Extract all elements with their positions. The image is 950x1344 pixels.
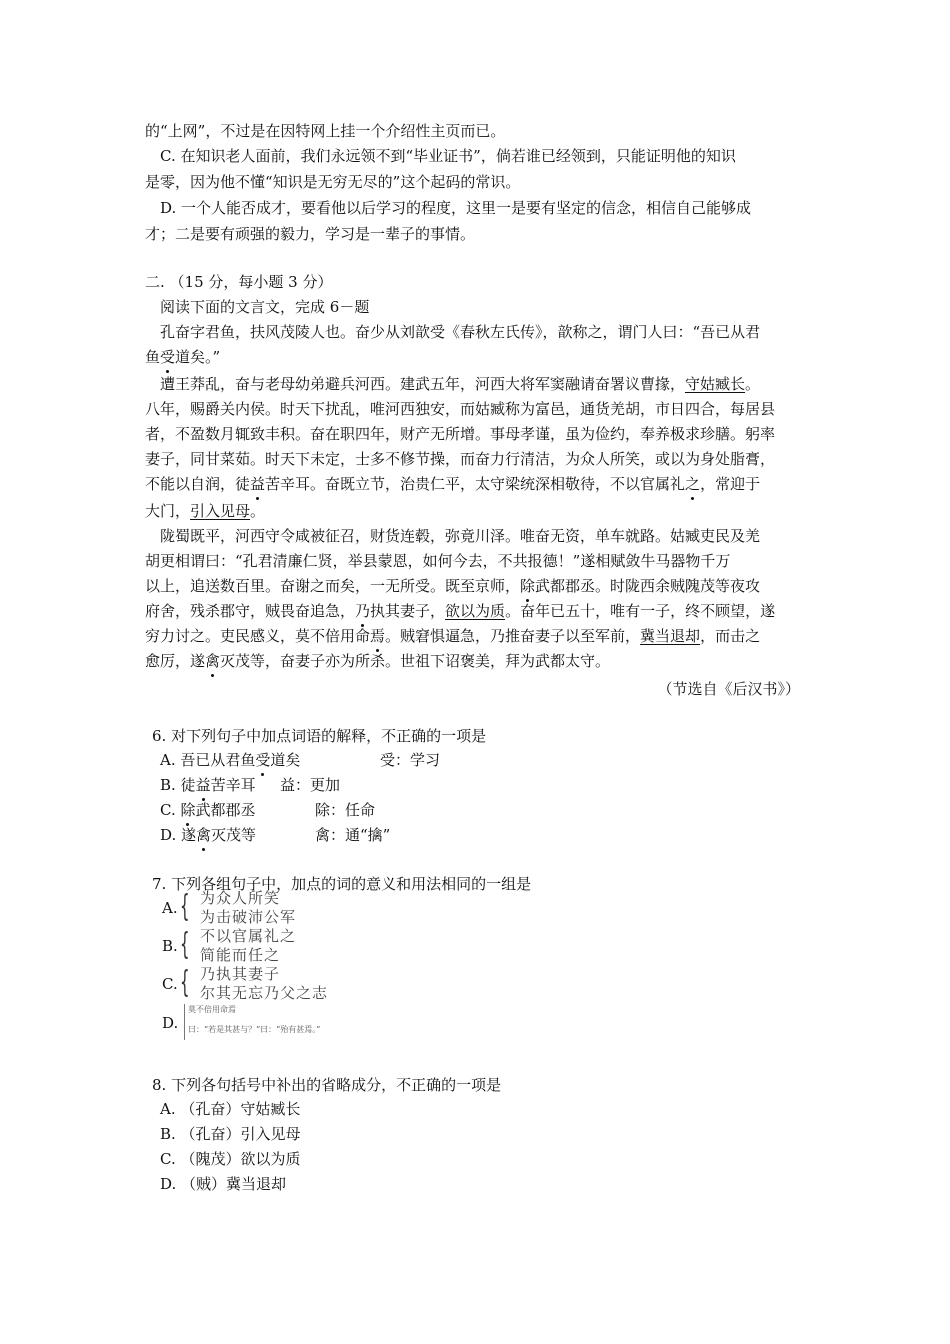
text: D. 遂 bbox=[160, 826, 197, 844]
option-label: C. bbox=[162, 975, 178, 993]
text: 愈厉，遂 bbox=[145, 652, 206, 670]
text: 穷力讨之。吏民感义，莫不倍用命 bbox=[145, 627, 371, 645]
text: 。 bbox=[745, 375, 761, 393]
question-7-title: 7. 下列各组句子中，加点的词的意义和用法相同的一组是 bbox=[152, 875, 532, 893]
dotted-word: 受 bbox=[255, 748, 270, 773]
passage-line: 的“上网”，不过是在因特网上挂一个介绍性主页而已。 bbox=[145, 122, 506, 140]
option-d-line: D. 一个人能否成才，要看他以后学习的程度，这里一是要有坚定的信念，相信自己能够成 bbox=[160, 199, 752, 217]
passage-line bbox=[145, 471, 815, 497]
sentence: 莫不倍用命焉 bbox=[188, 1005, 236, 1014]
brace-icon: { bbox=[180, 965, 190, 1000]
q8-option-d: D. （贼）冀当退却 bbox=[160, 1175, 287, 1193]
passage-line: 八年，赐爵关内侯。时天下扰乱，唯河西独安，而姑臧称为富邑，通货羌胡，市日四合，每居县 bbox=[145, 400, 776, 418]
text: 苦辛耳。奋既立节，治贵仁平，太守梁统深相敬待，不以官属礼 bbox=[265, 475, 686, 493]
text: 不能以自润，徒 bbox=[145, 475, 251, 493]
text: 以上，追送数百里。奋谢之而矣，一无所受。既至京师， bbox=[145, 577, 521, 595]
text: 灭茂等，奋妻子亦为所杀。世祖下诏褒美，拜为武都太守。 bbox=[220, 652, 611, 670]
text: 。贼窘惧逼急，乃推奋妻子以至军前， bbox=[385, 627, 641, 645]
brace-icon: { bbox=[180, 889, 190, 924]
dotted-word: 乃 bbox=[355, 598, 370, 624]
passage-line: 孔奋字君鱼，扶风茂陵人也。奋少从刘歆受《春秋左氏传》，歆称之，谓门人曰：“吾已从君 bbox=[160, 323, 761, 341]
text: 府舍，残杀郡守，贼畏奋追急， bbox=[145, 602, 356, 620]
passage-line bbox=[145, 573, 815, 599]
option-label: D. bbox=[162, 1014, 179, 1032]
passage-line: 胡更相谓曰：“孔君清廉仁贤，举县蒙恩，如何今去，不共报德！”遂相赋敛牛马器物千万 bbox=[145, 552, 731, 570]
passage-line bbox=[145, 623, 815, 649]
option-label: A. bbox=[162, 899, 178, 917]
passage-line bbox=[160, 371, 830, 397]
brace-icon: { bbox=[180, 927, 190, 962]
dotted-word: 之 bbox=[685, 471, 700, 497]
dotted-word: 禽 bbox=[205, 648, 220, 674]
sentence: 为众人所笑 bbox=[200, 889, 281, 907]
bracket-line bbox=[184, 1004, 185, 1040]
underlined-phrase: 引入见母 bbox=[190, 502, 251, 520]
passage-line: 妻子，同甘菜茹。时天下未定，士多不修节操，而奋力行清洁，为众人所笑，或以为身处脂膏， bbox=[145, 450, 776, 468]
passage-line bbox=[145, 598, 815, 624]
q6-option-d bbox=[160, 823, 256, 848]
text: 执其妻子， bbox=[370, 602, 446, 620]
text: ，而击之 bbox=[700, 627, 761, 645]
q8-option-a: A. （孔奋）守姑臧长 bbox=[160, 1100, 301, 1118]
text: B. 徒 bbox=[160, 776, 196, 794]
text: 苦辛耳 bbox=[210, 776, 256, 794]
text: 武都郡丞 bbox=[195, 801, 256, 819]
sentence: 尔其无忘乃父之志 bbox=[200, 984, 329, 1002]
underlined-phrase: 冀当退却 bbox=[640, 627, 701, 645]
sentence: 简能而任之 bbox=[200, 946, 281, 964]
text: A. 吾已从君鱼 bbox=[160, 751, 256, 769]
q8-option-b: B. （孔奋）引入见母 bbox=[160, 1125, 301, 1143]
option-c-line: C. 在知识老人面前，我们永远领不到“毕业证书”，倘若谁已经领到，只能证明他的知识 bbox=[160, 147, 736, 165]
question-8-title: 8. 下列各句括号中补出的省略成分，不正确的一项是 bbox=[152, 1076, 502, 1094]
text: 道矣。” bbox=[175, 348, 221, 366]
source-citation: （节选自《后汉书》） bbox=[657, 680, 800, 698]
text: 。奋年已五十，唯有一子，终不顾望，遂 bbox=[505, 602, 776, 620]
section-heading: 二. （15 分，每小题 3 分） bbox=[145, 273, 333, 291]
dotted-word: 除 bbox=[180, 798, 195, 823]
text: 遭王莽乱，奋与老母幼弟避兵河西。建武五年，河西大将军窦融请奋署议曹掾， bbox=[160, 375, 686, 393]
q6-option-b-answer: 益：更加 bbox=[280, 776, 341, 794]
text: 武都郡丞。时陇西余贼隗茂等夜攻 bbox=[535, 577, 761, 595]
text: 鱼 bbox=[145, 348, 161, 366]
passage-line bbox=[145, 498, 815, 524]
sentence: 乃执其妻子 bbox=[200, 965, 281, 983]
text: C. bbox=[160, 801, 181, 819]
q6-option-c-answer: 除：任命 bbox=[315, 801, 376, 819]
text: 灭茂等 bbox=[211, 826, 257, 844]
dotted-word: 受 bbox=[160, 344, 175, 370]
option-c-line: 是零，因为他不懂“知识是无穷无尽的”这个起码的常识。 bbox=[145, 173, 521, 191]
underlined-phrase: 守姑臧长 bbox=[685, 375, 746, 393]
instruction: 阅读下面的文言文，完成 6－题 bbox=[160, 298, 370, 316]
q6-option-d-answer: 禽：通“擒” bbox=[315, 826, 391, 844]
passage-line: 者，不盈数月辄致丰积。奋在职四年，财产无所增。事母孝谨，虽为俭约，奉养极求珍膳。躬率 bbox=[145, 425, 776, 443]
dotted-word: 除 bbox=[520, 573, 535, 599]
q6-option-b bbox=[160, 773, 256, 798]
passage-line bbox=[145, 648, 815, 674]
dotted-word: 益 bbox=[196, 773, 211, 798]
question-6-title: 6. 对下列句子中加点词语的解释，不正确的一项是 bbox=[152, 727, 487, 745]
text: 道矣 bbox=[270, 751, 301, 769]
dotted-word: 益 bbox=[250, 471, 265, 497]
dotted-word: 焉 bbox=[370, 623, 385, 649]
sentence: 曰：“若是其甚与？”曰：“殆有甚焉。” bbox=[188, 1025, 321, 1034]
text: ，常迎于 bbox=[700, 475, 761, 493]
q6-option-a-answer: 受：学习 bbox=[380, 751, 441, 769]
passage-line: 陇蜀既平，河西守令咸被征召，财货连毂，弥竟川泽。唯奋无资，单车就路。姑臧吏民及羌 bbox=[160, 527, 761, 545]
sentence: 为击破沛公军 bbox=[200, 908, 297, 926]
underlined-phrase: 欲以为质 bbox=[445, 602, 506, 620]
dotted-word: 禽 bbox=[196, 823, 211, 848]
q6-option-c bbox=[160, 798, 256, 823]
option-d-line: 才；二是要有顽强的毅力，学习是一辈子的事情。 bbox=[145, 225, 476, 243]
text: 大门， bbox=[145, 502, 191, 520]
passage-line bbox=[145, 344, 815, 370]
q8-option-c: C. （隗茂）欲以为质 bbox=[160, 1150, 301, 1168]
q6-option-a bbox=[160, 748, 300, 773]
text: 。 bbox=[250, 502, 266, 520]
sentence: 不以官属礼之 bbox=[200, 927, 297, 945]
option-label: B. bbox=[162, 937, 178, 955]
